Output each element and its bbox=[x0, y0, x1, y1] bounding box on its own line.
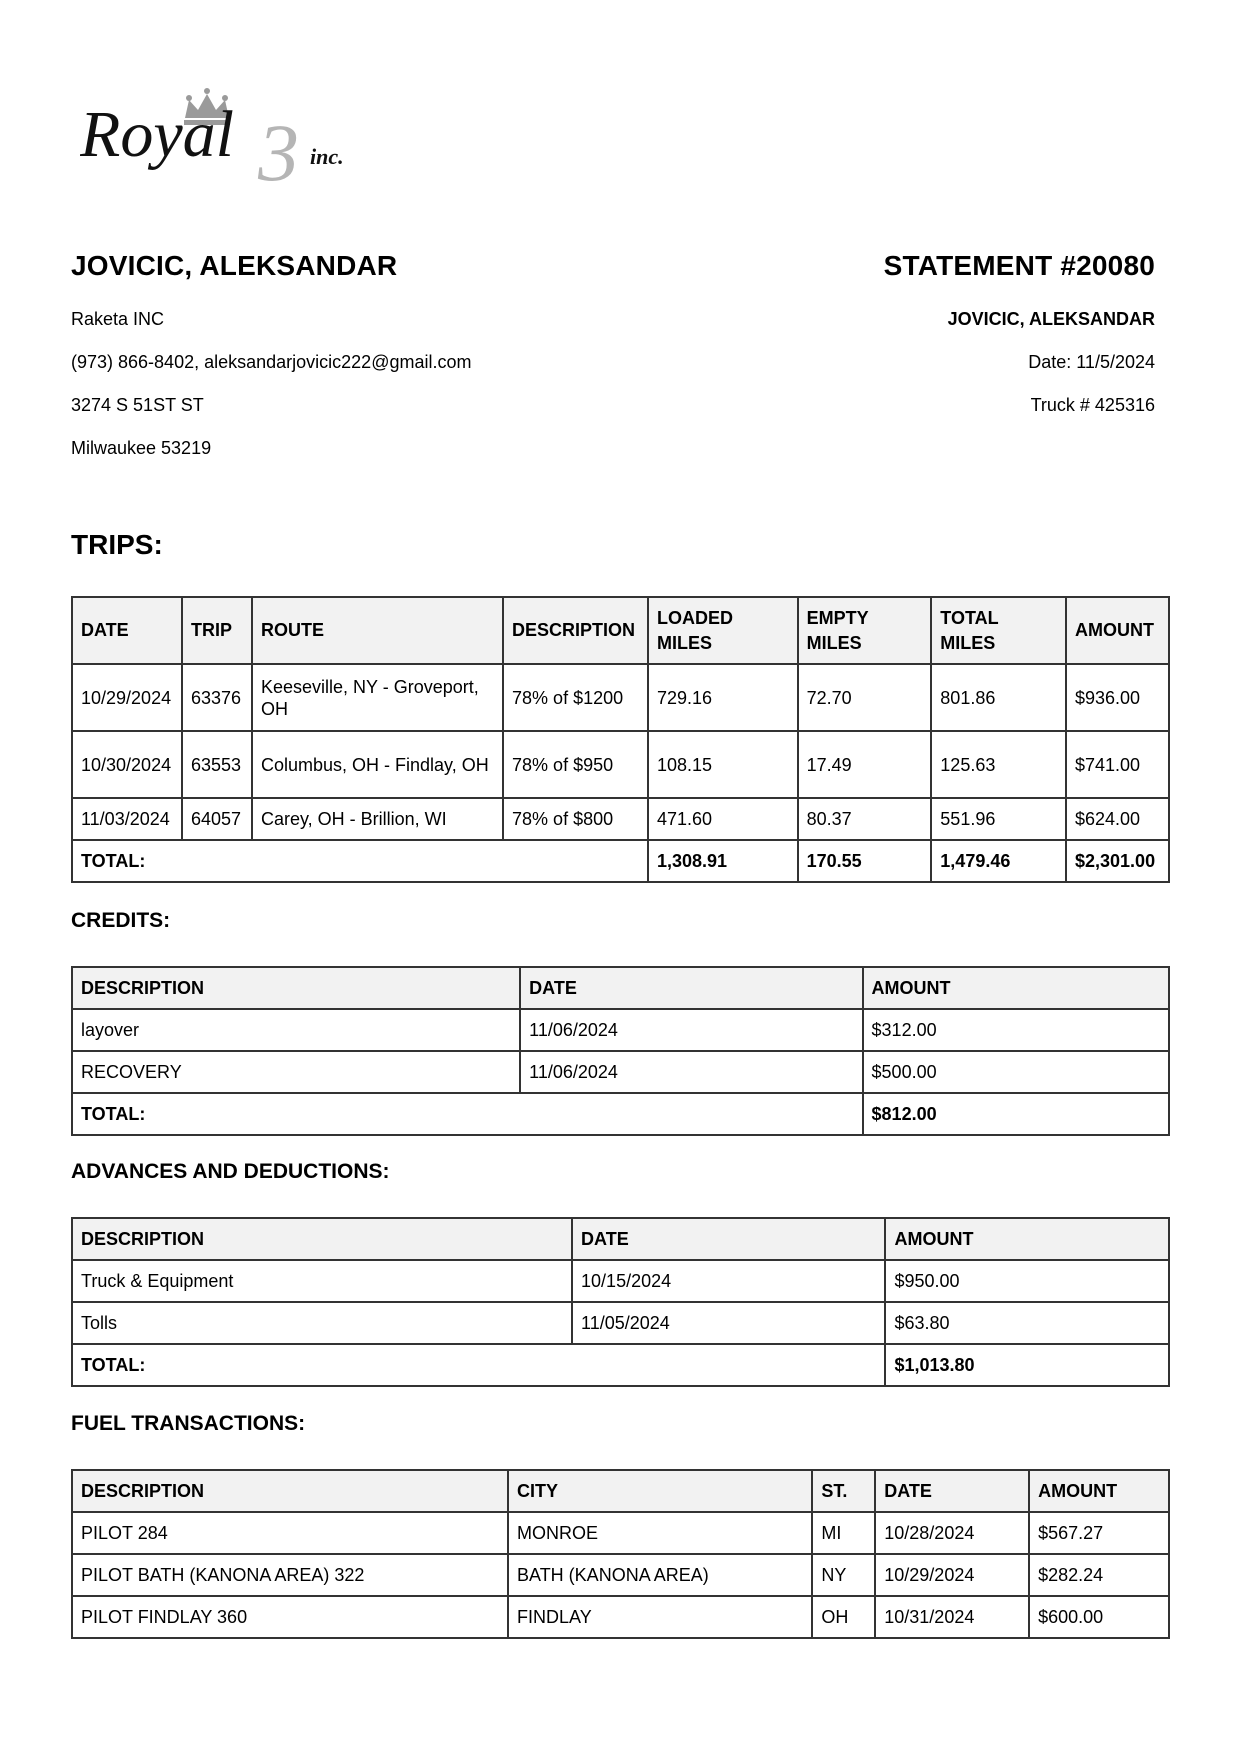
trip-number: 63376 bbox=[182, 664, 252, 731]
advance-description: Tolls bbox=[72, 1302, 572, 1344]
fuel-date: 10/29/2024 bbox=[875, 1554, 1029, 1596]
credit-amount: $312.00 bbox=[863, 1009, 1169, 1051]
credit-amount: $500.00 bbox=[863, 1051, 1169, 1093]
trips-col-route: ROUTE bbox=[252, 597, 503, 664]
fuel-amount: $567.27 bbox=[1029, 1512, 1169, 1554]
credit-row bbox=[72, 1009, 1169, 1051]
fuel-state: OH bbox=[812, 1596, 875, 1638]
trips-col-loaded-miles: LOADED MILES bbox=[648, 597, 798, 664]
trips-total-amount: $2,301.00 bbox=[1066, 840, 1169, 882]
trip-total-miles: 125.63 bbox=[931, 731, 1066, 798]
credits-col-amount: AMOUNT bbox=[863, 967, 1169, 1009]
fuel-row bbox=[72, 1554, 1169, 1596]
trip-number: 63553 bbox=[182, 731, 252, 798]
fuel-date: 10/28/2024 bbox=[875, 1512, 1029, 1554]
trip-description: 78% of $800 bbox=[503, 798, 648, 840]
credits-table bbox=[71, 966, 1170, 1136]
credit-description: RECOVERY bbox=[72, 1051, 520, 1093]
trip-date: 11/03/2024 bbox=[72, 798, 182, 840]
trip-number: 64057 bbox=[182, 798, 252, 840]
trip-row bbox=[72, 731, 1169, 798]
trip-total-miles: 551.96 bbox=[931, 798, 1066, 840]
advance-date: 11/05/2024 bbox=[572, 1302, 885, 1344]
driver-city: Milwaukee 53219 bbox=[71, 438, 212, 458]
credit-date: 11/06/2024 bbox=[520, 1051, 862, 1093]
trips-col-description: DESCRIPTION bbox=[503, 597, 648, 664]
credit-date: 11/06/2024 bbox=[520, 1009, 862, 1051]
trips-total-label: TOTAL: bbox=[72, 840, 648, 882]
fuel-col-date: DATE bbox=[875, 1470, 1029, 1512]
trips-table bbox=[71, 596, 1170, 883]
credits-header-row bbox=[72, 967, 1169, 1009]
fuel-col-amount: AMOUNT bbox=[1029, 1470, 1169, 1512]
fuel-description: PILOT FINDLAY 360 bbox=[72, 1596, 508, 1638]
fuel-city: MONROE bbox=[508, 1512, 812, 1554]
fuel-amount: $600.00 bbox=[1029, 1596, 1169, 1638]
advances-col-date: DATE bbox=[572, 1218, 885, 1260]
trip-row bbox=[72, 798, 1169, 840]
trip-date: 10/29/2024 bbox=[72, 664, 182, 731]
fuel-header-row bbox=[72, 1470, 1169, 1512]
credits-total-row bbox=[72, 1093, 1169, 1135]
trip-loaded-miles: 729.16 bbox=[648, 664, 798, 731]
logo-suffix: inc. bbox=[310, 144, 344, 169]
trip-loaded-miles: 471.60 bbox=[648, 798, 798, 840]
fuel-row bbox=[72, 1596, 1169, 1638]
trip-empty-miles: 80.37 bbox=[798, 798, 932, 840]
fuel-description: PILOT 284 bbox=[72, 1512, 508, 1554]
logo-numeral: 3 bbox=[258, 107, 299, 188]
fuel-amount: $282.24 bbox=[1029, 1554, 1169, 1596]
trip-empty-miles: 17.49 bbox=[798, 731, 932, 798]
fuel-state: NY bbox=[812, 1554, 875, 1596]
trips-col-trip: TRIP bbox=[182, 597, 252, 664]
advances-col-description: DESCRIPTION bbox=[72, 1218, 572, 1260]
fuel-city: BATH (KANONA AREA) bbox=[508, 1554, 812, 1596]
fuel-table bbox=[71, 1469, 1170, 1639]
statement-date: Date: 11/5/2024 bbox=[1028, 352, 1155, 372]
credit-row bbox=[72, 1051, 1169, 1093]
advance-amount: $63.80 bbox=[885, 1302, 1169, 1344]
trip-row bbox=[72, 664, 1169, 731]
trips-total-empty: 170.55 bbox=[798, 840, 932, 882]
fuel-row bbox=[72, 1512, 1169, 1554]
trips-total-loaded: 1,308.91 bbox=[648, 840, 798, 882]
trips-header-row bbox=[72, 597, 1169, 664]
advance-description: Truck & Equipment bbox=[72, 1260, 572, 1302]
fuel-city: FINDLAY bbox=[508, 1596, 812, 1638]
statement-driver-name: JOVICIC, ALEKSANDAR bbox=[947, 309, 1155, 329]
advances-total-amount: $1,013.80 bbox=[885, 1344, 1169, 1386]
trip-amount: $936.00 bbox=[1066, 664, 1169, 731]
advance-row bbox=[72, 1260, 1169, 1302]
advance-amount: $950.00 bbox=[885, 1260, 1169, 1302]
trip-route: Keeseville, NY - Groveport, OH bbox=[252, 664, 503, 731]
fuel-section-title: FUEL TRANSACTIONS: bbox=[71, 1412, 306, 1435]
company-logo bbox=[80, 78, 380, 188]
credit-description: layover bbox=[72, 1009, 520, 1051]
advance-row bbox=[72, 1302, 1169, 1344]
trip-description: 78% of $950 bbox=[503, 731, 648, 798]
trips-col-empty-miles: EMPTY MILES bbox=[798, 597, 932, 664]
driver-street: 3274 S 51ST ST bbox=[71, 395, 204, 415]
fuel-description: PILOT BATH (KANONA AREA) 322 bbox=[72, 1554, 508, 1596]
trips-col-total-miles: TOTAL MILES bbox=[931, 597, 1066, 664]
credits-col-description: DESCRIPTION bbox=[72, 967, 520, 1009]
credits-total-amount: $812.00 bbox=[863, 1093, 1169, 1135]
trip-description: 78% of $1200 bbox=[503, 664, 648, 731]
driver-company: Raketa INC bbox=[71, 309, 165, 329]
trip-loaded-miles: 108.15 bbox=[648, 731, 798, 798]
advances-total-label: TOTAL: bbox=[72, 1344, 885, 1386]
credits-col-date: DATE bbox=[520, 967, 862, 1009]
trip-date: 10/30/2024 bbox=[72, 731, 182, 798]
credits-total-label: TOTAL: bbox=[72, 1093, 863, 1135]
trip-amount: $624.00 bbox=[1066, 798, 1169, 840]
advances-header-row bbox=[72, 1218, 1169, 1260]
statement-truck: Truck # 425316 bbox=[1030, 395, 1155, 415]
trips-col-date: DATE bbox=[72, 597, 182, 664]
trip-route: Columbus, OH - Findlay, OH bbox=[252, 731, 503, 798]
fuel-col-description: DESCRIPTION bbox=[72, 1470, 508, 1512]
advance-date: 10/15/2024 bbox=[572, 1260, 885, 1302]
advances-section-title: ADVANCES AND DEDUCTIONS: bbox=[71, 1160, 390, 1183]
statement-title: STATEMENT #20080 bbox=[883, 250, 1155, 281]
driver-name-heading: JOVICIC, ALEKSANDAR bbox=[71, 250, 398, 281]
fuel-state: MI bbox=[812, 1512, 875, 1554]
trips-section-title: TRIPS: bbox=[71, 529, 163, 560]
trips-col-amount: AMOUNT bbox=[1066, 597, 1169, 664]
fuel-date: 10/31/2024 bbox=[875, 1596, 1029, 1638]
trip-amount: $741.00 bbox=[1066, 731, 1169, 798]
advances-table bbox=[71, 1217, 1170, 1387]
advances-total-row bbox=[72, 1344, 1169, 1386]
trip-empty-miles: 72.70 bbox=[798, 664, 932, 731]
advances-col-amount: AMOUNT bbox=[885, 1218, 1169, 1260]
trips-total-miles: 1,479.46 bbox=[931, 840, 1066, 882]
driver-contact: (973) 866-8402, aleksandarjovicic222@gmail.com bbox=[71, 352, 472, 372]
fuel-col-state: ST. bbox=[812, 1470, 875, 1512]
trips-total-row bbox=[72, 840, 1169, 882]
fuel-col-city: CITY bbox=[508, 1470, 812, 1512]
trip-route: Carey, OH - Brillion, WI bbox=[252, 798, 503, 840]
logo-wordmark: Royal bbox=[80, 98, 234, 171]
trip-total-miles: 801.86 bbox=[931, 664, 1066, 731]
credits-section-title: CREDITS: bbox=[71, 909, 171, 932]
